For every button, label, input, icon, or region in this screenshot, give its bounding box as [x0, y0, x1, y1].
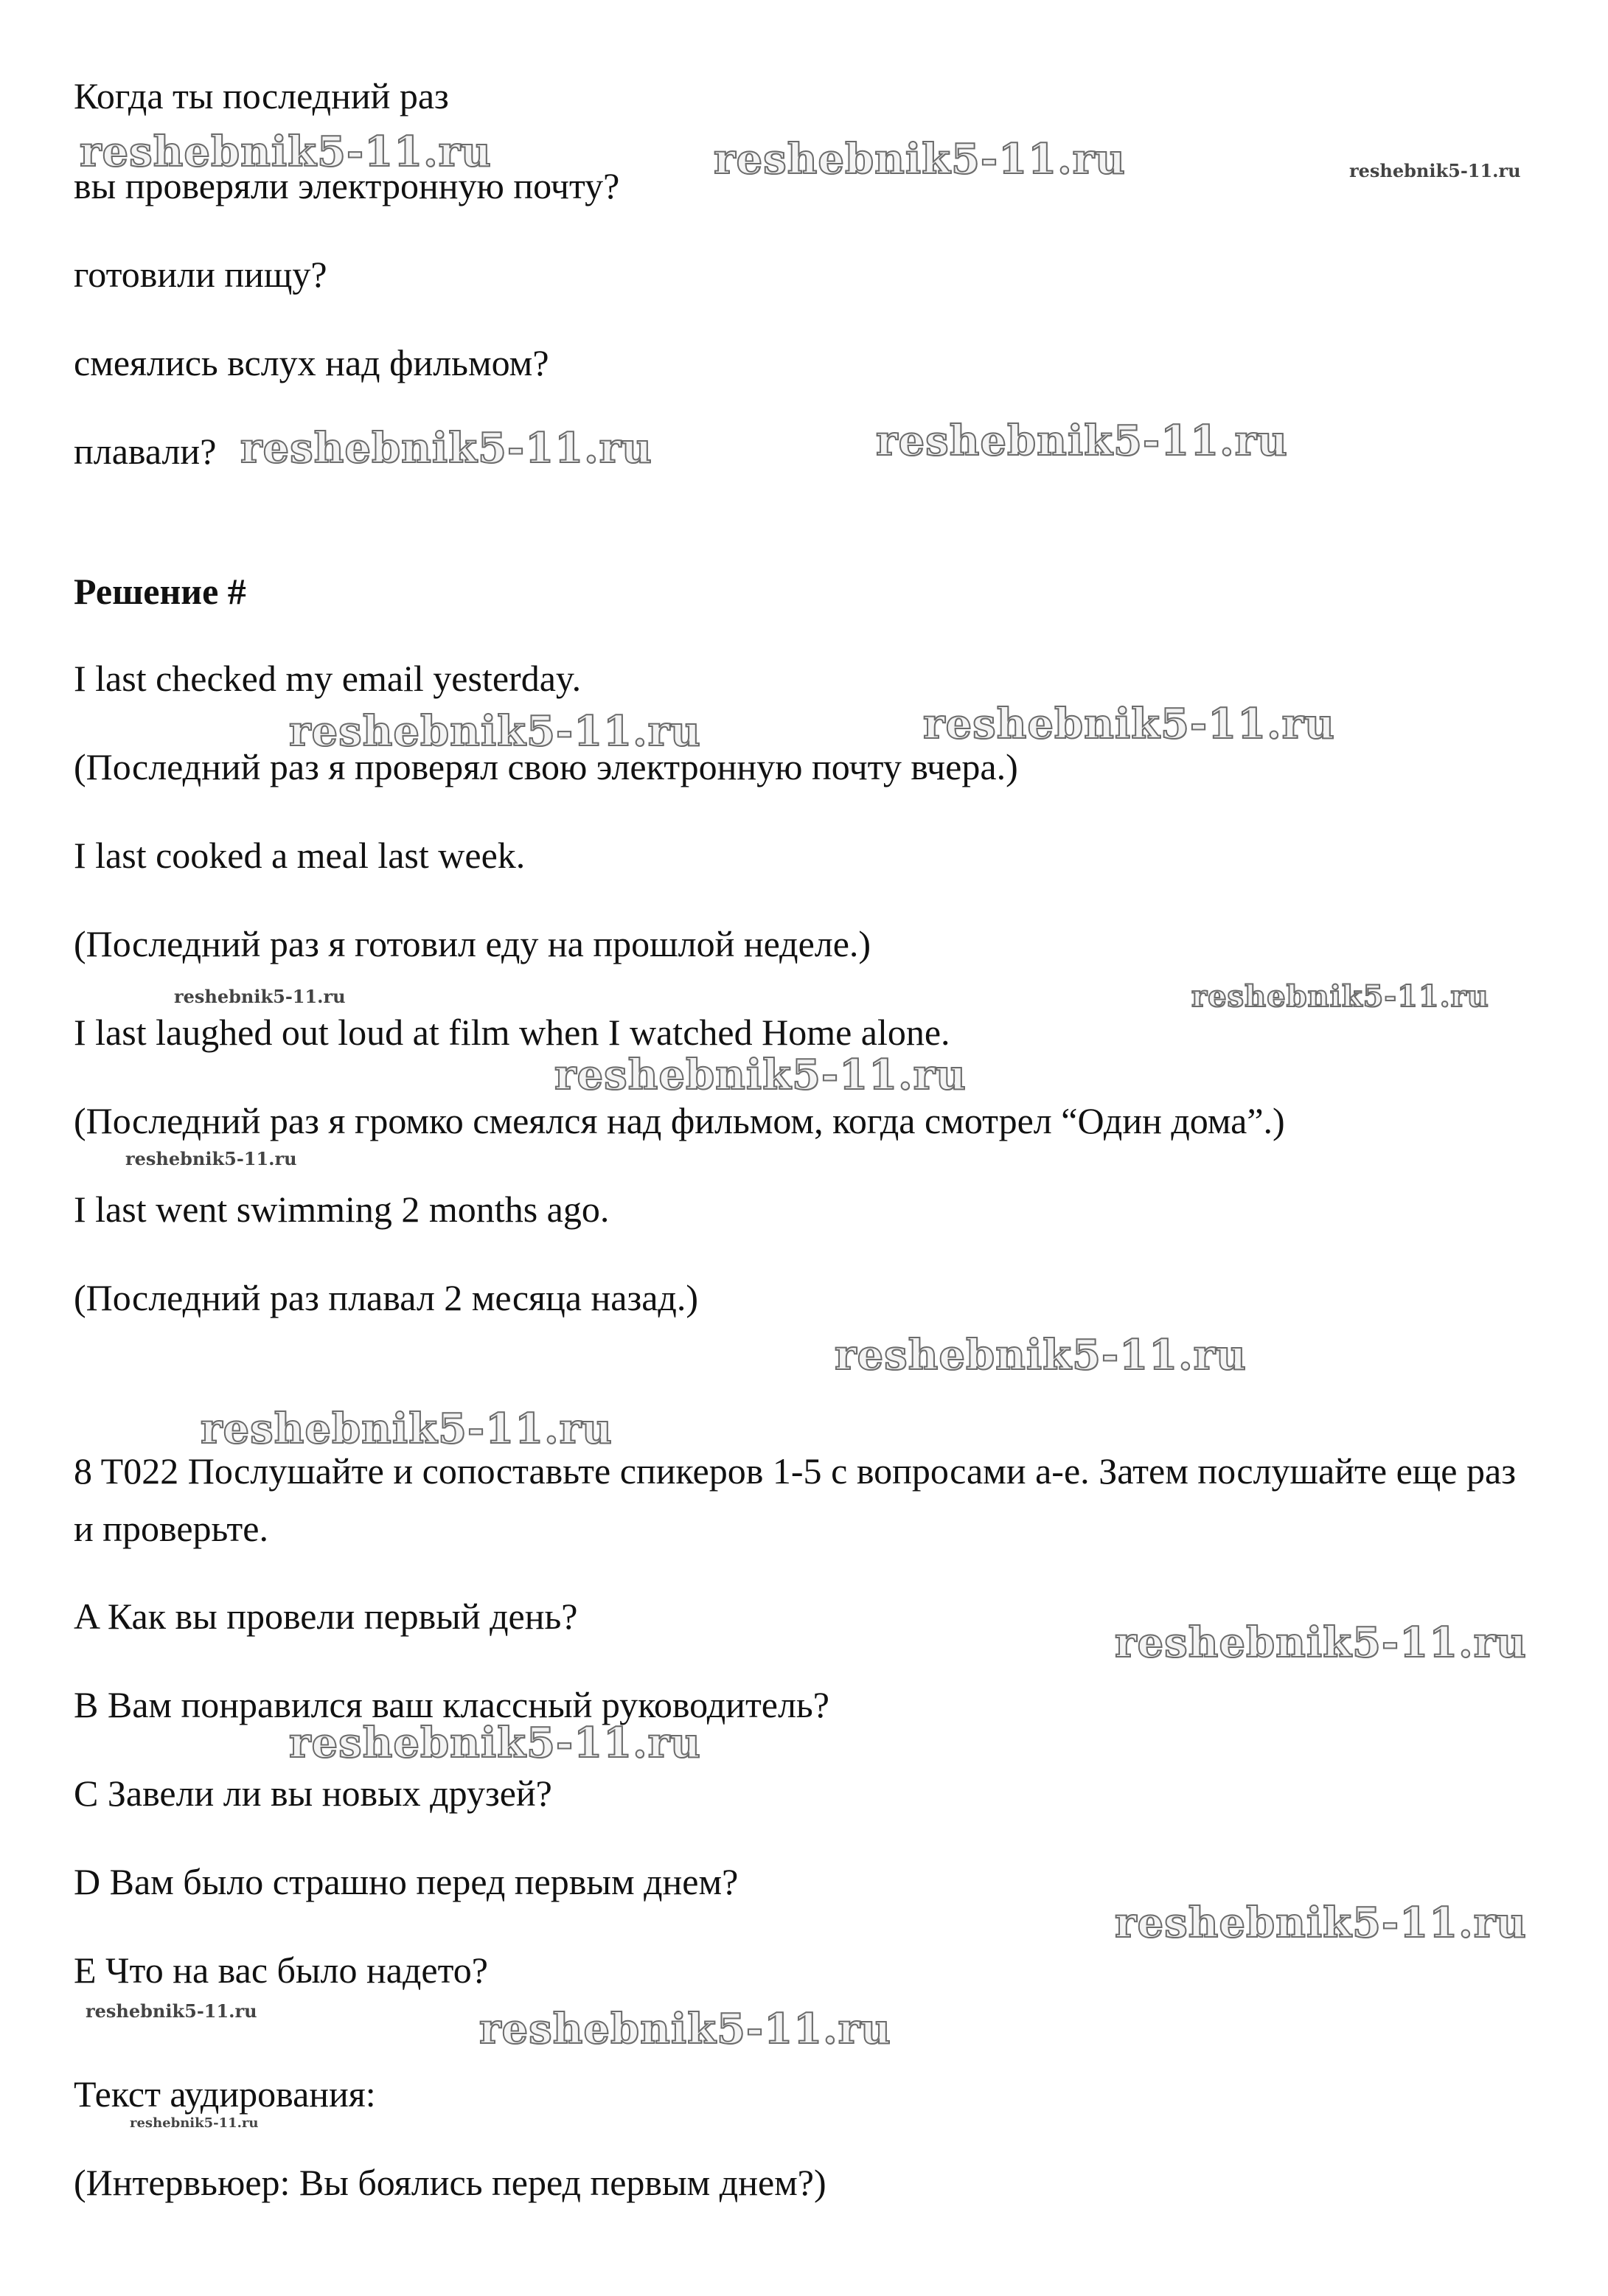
watermark: reshebnik5-11.ru [554, 1051, 967, 1099]
option-a: A Как вы провели первый день? [74, 1596, 578, 1637]
watermark: reshebnik5-11.ru [1115, 1618, 1527, 1667]
answer-swimming-en: I last went swimming 2 months ago. [74, 1189, 610, 1230]
question-cooking: готовили пищу? [74, 254, 327, 295]
watermark: reshebnik5-11.ru [86, 2000, 257, 2022]
answer-cooking-ru: (Последний раз я готовил еду на прошлой неделе.) [74, 923, 871, 964]
answer-laughing-en: I last laughed out loud at film when I watched Home alone. [74, 1012, 950, 1053]
question-email: вы проверяли электронную почту? [74, 165, 620, 206]
answer-swimming-ru: (Последний раз плавал 2 месяца назад.) [74, 1277, 698, 1318]
watermark: reshebnik5-11.ru [125, 1148, 297, 1169]
watermark: reshebnik5-11.ru [201, 1405, 613, 1453]
task-8-instruction: 8 T022 Послушайте и сопоставьте спикеров 1-5 с вопросами a-e. Затем послушайте еще раз и проверьте. [74, 1450, 1516, 1549]
watermark: reshebnik5-11.ru [835, 1331, 1247, 1380]
watermark: reshebnik5-11.ru [80, 128, 492, 176]
question-laughing: смеялись вслух над фильмом? [74, 342, 549, 383]
question-swimming: плавали? [74, 431, 217, 472]
answer-email-ru: (Последний раз я проверял свою электронную почту вчера.) [74, 746, 1018, 787]
option-c: C Завели ли вы новых друзей? [74, 1773, 552, 1814]
answer-laughing-ru: (Последний раз я громко смеялся над фильмом, когда смотрел “Один дома”.) [74, 1100, 1285, 1141]
watermark: reshebnik5-11.ru [714, 135, 1126, 184]
option-d: D Вам было страшно перед первым днем? [74, 1861, 739, 1902]
watermark: reshebnik5-11.ru [1115, 1899, 1527, 1947]
watermark: reshebnik5-11.ru [479, 2005, 891, 2053]
watermark: reshebnik5-11.ru [876, 417, 1288, 465]
watermark: reshebnik5-11.ru [130, 2115, 259, 2131]
watermark: reshebnik5-11.ru [923, 700, 1335, 748]
answer-cooking-en: I last cooked a meal last week. [74, 835, 526, 876]
watermark: reshebnik5-11.ru [289, 707, 701, 756]
listening-interviewer-line: (Интервьюер: Вы боялись перед первым днем?) [74, 2162, 826, 2203]
answer-email-en: I last checked my email yesterday. [74, 658, 582, 699]
solution-heading: Решение # [74, 571, 246, 612]
option-e: E Что на вас было надето? [74, 1949, 488, 1991]
watermark: reshebnik5-11.ru [1349, 160, 1521, 181]
option-b: B Вам понравился ваш классный руководитель? [74, 1684, 829, 1725]
watermark: reshebnik5-11.ru [1191, 979, 1489, 1014]
watermark: reshebnik5-11.ru [289, 1719, 701, 1767]
question-intro: Когда ты последний раз [74, 75, 449, 116]
watermark: reshebnik5-11.ru [174, 986, 346, 1007]
watermark: reshebnik5-11.ru [240, 424, 652, 473]
listening-heading: Текст аудирования: [74, 2073, 376, 2115]
